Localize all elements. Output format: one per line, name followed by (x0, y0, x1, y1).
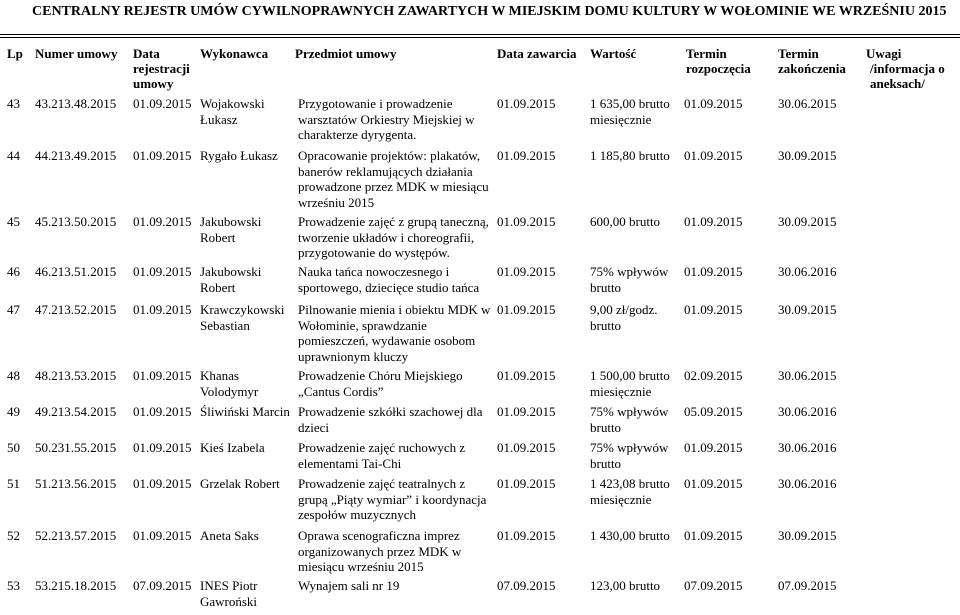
header-numer: Numer umowy (35, 46, 118, 61)
cell-numer: 50.231.55.2015 (35, 440, 117, 455)
cell-termin-zakonczenia: 30.09.2015 (778, 528, 837, 543)
header-wykonawca: Wykonawca (200, 46, 269, 61)
cell-data-zawarcia: 01.09.2015 (497, 96, 556, 111)
cell-termin-rozpoczecia: 01.09.2015 (684, 302, 743, 317)
cell-data-zawarcia: 01.09.2015 (497, 528, 556, 543)
cell-data-zawarcia: 01.09.2015 (497, 368, 556, 383)
cell-przedmiot-line: warsztatów Orkiestry Miejskiej w (298, 111, 475, 127)
cell-lp: 52 (7, 528, 20, 543)
header-termin-zak-2: zakończenia (778, 61, 846, 76)
cell-przedmiot-line: tworzenie układów i choreografii, (298, 229, 475, 245)
cell-wykonawca-line: Łukasz (200, 111, 238, 127)
cell-data-rejestracji: 01.09.2015 (133, 476, 192, 491)
cell-data-zawarcia: 01.09.2015 (497, 148, 556, 163)
header-przedmiot: Przedmiot umowy (295, 46, 397, 61)
cell-przedmiot-line: organizowanych przez MDK w (298, 543, 462, 559)
cell-wartosc-line: 75% wpływów (590, 264, 669, 279)
cell-termin-zakonczenia: 30.06.2016 (778, 440, 837, 455)
cell-wykonawca-line: Volodymyr (200, 383, 259, 399)
table-top-border (0, 34, 960, 35)
header-wartosc: Wartość (590, 46, 637, 61)
cell-wartosc-line: 123,00 brutto (590, 578, 661, 593)
cell-numer: 53.215.18.2015 (35, 578, 117, 593)
cell-data-rejestracji: 01.09.2015 (133, 528, 192, 543)
cell-lp: 43 (7, 96, 20, 111)
cell-data-zawarcia: 07.09.2015 (497, 578, 556, 593)
cell-termin-zakonczenia: 30.06.2015 (778, 96, 837, 111)
cell-termin-rozpoczecia: 07.09.2015 (684, 578, 743, 593)
header-uwagi-1: Uwagi (866, 46, 902, 61)
document-title: CENTRALNY REJESTR UMÓW CYWILNOPRAWNYCH ZAWARTYCH W MIEJSKIM DOMU KULTURY W WOŁOMINIE WE WRZEŚNIU 2015 (32, 4, 947, 19)
cell-lp: 48 (7, 368, 20, 383)
cell-numer: 48.213.53.2015 (35, 368, 117, 383)
cell-data-zawarcia: 01.09.2015 (497, 476, 556, 491)
cell-data-rejestracji: 01.09.2015 (133, 96, 192, 111)
header-data-zawarcia: Data zawarcia (497, 46, 577, 61)
cell-lp: 51 (7, 476, 20, 491)
cell-data-rejestracji: 01.09.2015 (133, 368, 192, 383)
cell-przedmiot-line: prowadzone przez MDK w miesiącu (298, 179, 489, 194)
cell-przedmiot-line: Prowadzenie zajęć teatralnych z (298, 476, 466, 491)
cell-wartosc-line: brutto (590, 419, 622, 435)
cell-data-rejestracji: 01.09.2015 (133, 404, 192, 419)
cell-wartosc-line: 1 500,00 brutto (590, 368, 670, 383)
cell-wykonawca-line: Robert (200, 229, 236, 245)
cell-przedmiot-line: sportowego, dziecięce studio tańca (298, 279, 480, 295)
cell-wartosc-line: 1 430,00 brutto (590, 528, 670, 543)
cell-przedmiot-line: Opracowanie projektów: plakatów, (298, 148, 481, 163)
cell-wykonawca-line: Rygało Łukasz (200, 148, 278, 163)
cell-wykonawca-line: Śliwiński Marcin (200, 404, 290, 419)
cell-przedmiot-line: elementami Tai-Chi (298, 455, 402, 471)
cell-termin-zakonczenia: 30.06.2016 (778, 264, 837, 279)
cell-termin-rozpoczecia: 01.09.2015 (684, 528, 743, 543)
cell-data-zawarcia: 01.09.2015 (497, 214, 556, 229)
cell-data-rejestracji: 01.09.2015 (133, 214, 192, 229)
cell-wartosc-line: brutto (590, 317, 622, 333)
cell-przedmiot-line: miesiącu wrześniu 2015 (298, 559, 424, 574)
cell-wykonawca-line: Wojakowski (200, 96, 265, 111)
cell-termin-rozpoczecia: 01.09.2015 (684, 214, 743, 229)
cell-wartosc-line: miesięcznie (590, 383, 652, 399)
cell-data-rejestracji: 07.09.2015 (133, 578, 192, 593)
cell-wartosc-line: brutto (590, 279, 622, 295)
cell-przedmiot-line: Przygotowanie i prowadzenie (298, 96, 453, 111)
header-lp: Lp (7, 46, 23, 61)
cell-lp: 50 (7, 440, 20, 455)
header-data-rej-3: umowy (133, 76, 174, 91)
cell-data-rejestracji: 01.09.2015 (133, 148, 192, 163)
cell-wykonawca-line: Kieś Izabela (200, 440, 265, 455)
header-termin-roz-1: Termin (686, 46, 727, 61)
cell-wykonawca-line: Aneta Saks (200, 528, 259, 543)
cell-numer: 47.213.52.2015 (35, 302, 117, 317)
cell-wartosc-line: 1 423,08 brutto (590, 476, 670, 491)
cell-lp: 47 (7, 302, 20, 317)
cell-wartosc-line: brutto (590, 455, 622, 471)
cell-lp: 49 (7, 404, 20, 419)
cell-termin-rozpoczecia: 05.09.2015 (684, 404, 743, 419)
cell-termin-rozpoczecia: 01.09.2015 (684, 264, 743, 279)
cell-data-zawarcia: 01.09.2015 (497, 302, 556, 317)
cell-przedmiot-line: Wynajem sali nr 19 (298, 578, 400, 593)
header-data-rej-2: rejestracji (133, 61, 190, 76)
table-top-border-inner (0, 37, 960, 38)
cell-przedmiot-line: Prowadzenie zajęć ruchowych z (298, 440, 466, 455)
cell-termin-rozpoczecia: 02.09.2015 (684, 368, 743, 383)
cell-data-rejestracji: 01.09.2015 (133, 264, 192, 279)
cell-termin-zakonczenia: 30.06.2016 (778, 404, 837, 419)
cell-termin-zakonczenia: 30.09.2015 (778, 302, 837, 317)
header-data-rej-1: Data (133, 46, 160, 61)
cell-przedmiot-line: banerów reklamujących działania (298, 163, 473, 179)
cell-przedmiot-line: Prowadzenie zajęć z grupą taneczną, (298, 214, 489, 229)
cell-wykonawca-line: INES Piotr (200, 578, 258, 593)
cell-wykonawca-line: Jakubowski (200, 214, 262, 229)
cell-termin-zakonczenia: 30.09.2015 (778, 214, 837, 229)
cell-lp: 46 (7, 264, 20, 279)
cell-przedmiot-line: wrześniu 2015 (298, 194, 375, 210)
cell-termin-rozpoczecia: 01.09.2015 (684, 440, 743, 455)
cell-wykonawca-line: Krawczykowski (200, 302, 285, 317)
cell-przedmiot-line: uprawnionym kluczy (298, 348, 409, 364)
header-uwagi-3: aneksach/ (870, 76, 925, 91)
cell-wykonawca-line: Gawroński (200, 593, 258, 609)
cell-przedmiot-line: grupą „Piąty wymiar” i koordynacja (298, 491, 487, 507)
header-termin-roz-2: rozpoczęcia (686, 61, 751, 76)
cell-lp: 53 (7, 578, 20, 593)
cell-wartosc-line: 1 185,80 brutto (590, 148, 670, 163)
cell-data-zawarcia: 01.09.2015 (497, 404, 556, 419)
cell-numer: 45.213.50.2015 (35, 214, 117, 229)
cell-data-zawarcia: 01.09.2015 (497, 440, 556, 455)
cell-termin-rozpoczecia: 01.09.2015 (684, 476, 743, 491)
cell-wartosc-line: miesięcznie (590, 111, 652, 127)
cell-przedmiot-line: Prowadzenie szkółki szachowej dla (298, 404, 483, 419)
cell-wartosc-line: 1 635,00 brutto (590, 96, 670, 111)
cell-termin-rozpoczecia: 01.09.2015 (684, 96, 743, 111)
cell-wartosc-line: 9,00 zł/godz. (590, 302, 658, 317)
cell-przedmiot-line: zespołów muzycznych (298, 507, 417, 522)
cell-przedmiot-line: Prowadzenie Chóru Miejskiego (298, 368, 463, 383)
cell-lp: 45 (7, 214, 20, 229)
cell-numer: 43.213.48.2015 (35, 96, 117, 111)
cell-termin-rozpoczecia: 01.09.2015 (684, 148, 743, 163)
cell-wartosc-line: miesięcznie (590, 491, 652, 507)
cell-data-rejestracji: 01.09.2015 (133, 302, 192, 317)
cell-numer: 52.213.57.2015 (35, 528, 117, 543)
cell-wykonawca-line: Grzelak Robert (200, 476, 280, 491)
cell-przedmiot-line: „Cantus Cordis” (298, 383, 384, 399)
cell-wartosc-line: 600,00 brutto (590, 214, 661, 229)
cell-przedmiot-line: Oprawa scenograficzna imprez (298, 528, 460, 543)
header-uwagi-2: /informacja o (870, 61, 945, 76)
cell-wartosc-line: 75% wpływów (590, 404, 669, 419)
cell-wykonawca-line: Khanas (200, 368, 239, 383)
cell-przedmiot-line: dzieci (298, 419, 330, 435)
cell-lp: 44 (7, 148, 20, 163)
cell-wykonawca-line: Robert (200, 279, 236, 295)
header-termin-zak-1: Termin (778, 46, 819, 61)
cell-numer: 44.213.49.2015 (35, 148, 117, 163)
cell-numer: 51.213.56.2015 (35, 476, 117, 491)
cell-wykonawca-line: Sebastian (200, 317, 250, 333)
cell-przedmiot-line: charakterze dyrygenta. (298, 127, 417, 142)
cell-przedmiot-line: Pilnowanie mienia i obiektu MDK w (298, 302, 491, 317)
cell-data-zawarcia: 01.09.2015 (497, 264, 556, 279)
cell-termin-zakonczenia: 07.09.2015 (778, 578, 837, 593)
cell-przedmiot-line: Wołominie, sprawdzanie (298, 317, 427, 333)
cell-termin-zakonczenia: 30.06.2016 (778, 476, 837, 491)
cell-data-rejestracji: 01.09.2015 (133, 440, 192, 455)
cell-przedmiot-line: pomieszczeń, wydawanie osobom (298, 333, 476, 348)
cell-przedmiot-line: Nauka tańca nowoczesnego i (298, 264, 450, 279)
cell-numer: 49.213.54.2015 (35, 404, 117, 419)
cell-wartosc-line: 75% wpływów (590, 440, 669, 455)
cell-wykonawca-line: Jakubowski (200, 264, 262, 279)
cell-przedmiot-line: przygotowanie do występów. (298, 245, 450, 260)
cell-termin-zakonczenia: 30.06.2015 (778, 368, 837, 383)
cell-numer: 46.213.51.2015 (35, 264, 117, 279)
cell-termin-zakonczenia: 30.09.2015 (778, 148, 837, 163)
